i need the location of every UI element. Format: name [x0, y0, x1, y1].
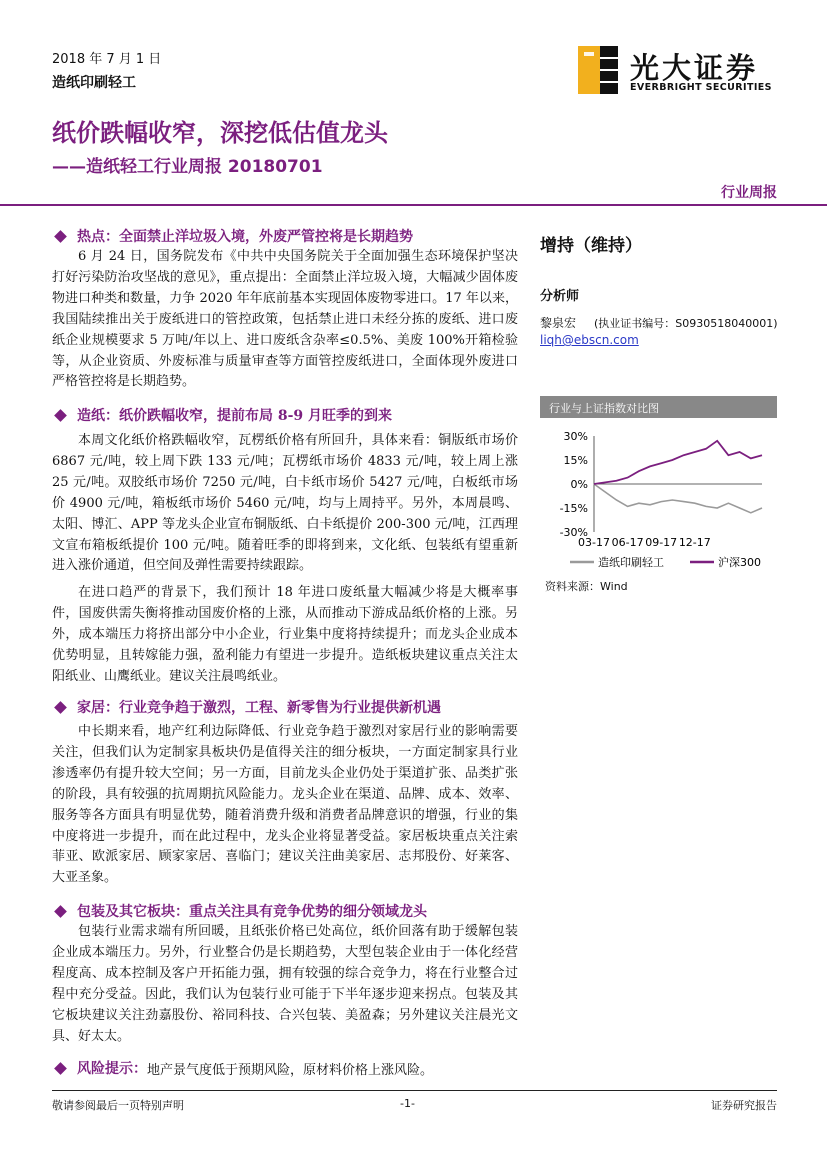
analyst-name: 黎泉宏: [540, 316, 577, 330]
legend-label: 沪深300: [718, 556, 761, 569]
diamond-bullet-icon: [54, 701, 67, 714]
x-tick-label: 03-17: [578, 536, 610, 549]
report-subtitle: ——造纸轻工行业周报 20180701: [52, 157, 323, 177]
chart-source: 资料来源：Wind: [545, 580, 628, 593]
paragraph: 6 月 24 日，国务院发布《中共中央国务院关于全面加强生态环境保护坚决打好污染防治攻坚战的意见》，重点提出：全面禁止洋垃圾入境，大幅减少固体废物进口种类和数量，力争 2020 年年底前基本实现固体废物零进口。17 年以来，我国陆续推出关于废纸进口的管控政策，包括禁止进口未经分拣的废纸、进口废纸企业规模要求 5 万吨/年以上、进口废纸含杂率≤0.5%、美废 100%开箱检验等，从企业资质、外废标准与质量审查等方面管控废纸进口，全面体现外废进口严格管控将是长期趋势。: [52, 249, 518, 390]
analyst-cert: (执业证书编号：S0930518040001): [594, 317, 778, 330]
diamond-bullet-icon: [54, 409, 67, 422]
section-risk: [52, 1058, 518, 1078]
y-tick-label: 0%: [570, 478, 588, 491]
paragraph: 中长期来看，地产红利边际降低、行业竞争趋于激烈对家居行业的影响需要关注，但我们认为定制家具板块仍是值得关注的细分板块，一方面定制家具行业渗透率仍有提升较大空间；另一方面，目前龙头企业仍处于渠道扩张、品类扩张的阶段，具有较强的抗周期抗风险能力。龙头企业在渠道、品牌、成本、效率、服务等各方面具有明显优势，随着消费升级和消费者品牌意识的增强，行业的集中度将进一步提升，而在此过程中，龙头企业将显著受益。家居板块重点关注索菲亚、欧派家居、顾家家居、喜临门；建议关注曲美家居、志邦股份、好莱客、大亚圣象。: [52, 724, 518, 886]
section-hotspot-heading: 热点：全面禁止洋垃圾入境，外废严管控将是长期趋势: [52, 226, 512, 246]
series-line-industry: [594, 484, 762, 513]
diamond-bullet-icon: [54, 1062, 67, 1075]
logo-cn: 光大证券: [630, 51, 759, 85]
logo-en: EVERBRIGHT SECURITIES: [630, 82, 772, 93]
y-tick-label: 15%: [563, 454, 588, 467]
comparison-chart: [540, 420, 777, 575]
paragraph: 包装行业需求端有所回暖，且纸张价格已处高位，纸价回落有助于缓解包装企业成本端压力。另外，行业整合仍是长期趋势，大型包装企业由于一体化经营程度高、成本控制及客户开拓能力强，拥有较强的综合竞争力，将在行业整合过程中充分受益。因此，我们认为包装行业可能于下半年逐步迎来拐点。包装及其它板块建议关注劲嘉股份、裕同科技、合兴包装、美盈森；另外建议关注晨光文具、好太太。: [52, 924, 518, 1044]
analyst-email-link[interactable]: liqh@ebscn.com: [540, 333, 639, 347]
section-home-heading: 家居：行业竞争趋于激烈，工程、新零售为行业提供新机遇: [52, 697, 512, 717]
diamond-bullet-icon: [54, 905, 67, 918]
analyst-heading: 分析师: [540, 289, 580, 304]
y-tick-label: -15%: [559, 502, 588, 515]
report-type: 行业周报: [721, 185, 777, 201]
footer-disclaimer: 敬请参阅最后一页特别声明: [52, 1099, 184, 1112]
x-tick-label: 06-17: [611, 536, 644, 549]
x-tick-label: 12-17: [678, 536, 711, 549]
section-packaging-heading: 包装及其它板块：重点关注具有竞争优势的细分领域龙头: [52, 901, 512, 921]
header-divider: [0, 204, 827, 206]
risk-text: 地产景气度低于预期风险，原材料价格上涨风险。: [147, 1062, 434, 1078]
legend-label: 造纸印刷轻工: [598, 556, 664, 569]
x-tick-label: 09-17: [645, 536, 678, 549]
everbright-logo: [578, 44, 783, 96]
page-number: -1-: [400, 1097, 415, 1110]
paragraph: 本周文化纸价格跌幅收窄，瓦楞纸价格有所回升，具体来看：铜版纸市场价 6867 元/吨，较上周下跌 133 元/吨；瓦楞纸市场价 4833 元/吨，较上周上涨 25 元/吨。双胶纸市场价 7250 元/吨，白卡纸市场价 5427 元/吨，白板纸市场价 4900 元/吨，箱板纸市场价 5460 元/吨，均与上周持平。另外，本周晨鸣、太阳、博汇、APP 等龙头企业宣布铜版纸、白卡纸提价 200-300 元/吨，江西理文宣布箱板纸提价 100 元/吨。随着旺季的即将到来，文化纸、包装纸有望重新进入涨价通道，但空间及弹性需要持续跟踪。: [52, 433, 518, 574]
logo-mark-icon: [578, 46, 622, 94]
report-title: 纸价跌幅收窄，深挖低估值龙头: [52, 119, 388, 147]
footer-report-type: 证券研究报告: [711, 1099, 777, 1112]
sector-label: 造纸印刷轻工: [52, 75, 136, 91]
analyst-info: [540, 314, 778, 331]
chart-title: 行业与上证指数对比图: [540, 396, 777, 418]
section-hotspot-body: [52, 247, 518, 393]
section-home-body: [52, 722, 518, 889]
report-date: 2018 年 7 月 1 日: [52, 52, 162, 67]
paragraph: 在进口趋严的背景下，我们预计 18 年进口废纸量大幅减少将是大概率事件，国废供需失衡将推动国废价格的上涨，从而推动下游成品纸价格的上涨。另外，成本端压力将挤出部分中小企业，行业集中度将持续提升；而龙头企业成本优势明显，且转嫁能力强，盈利能力有望进一步提升。造纸板块建议重点关注太阳纸业、山鹰纸业。建议关注晨鸣纸业。: [52, 585, 518, 684]
rating: 增持（维持）: [540, 236, 642, 256]
section-paper-heading: 造纸：纸价跌幅收窄，提前布局 8-9 月旺季的到来: [52, 405, 512, 425]
risk-heading: 风险提示：: [77, 1061, 147, 1077]
y-tick-label: 30%: [563, 430, 588, 443]
section-paper-body: [52, 431, 518, 688]
diamond-bullet-icon: [54, 230, 67, 243]
footer-divider: [52, 1090, 777, 1091]
y-tick-label: -30%: [559, 526, 588, 539]
series-line-hs300: [594, 441, 762, 484]
section-packaging-body: [52, 922, 518, 1047]
